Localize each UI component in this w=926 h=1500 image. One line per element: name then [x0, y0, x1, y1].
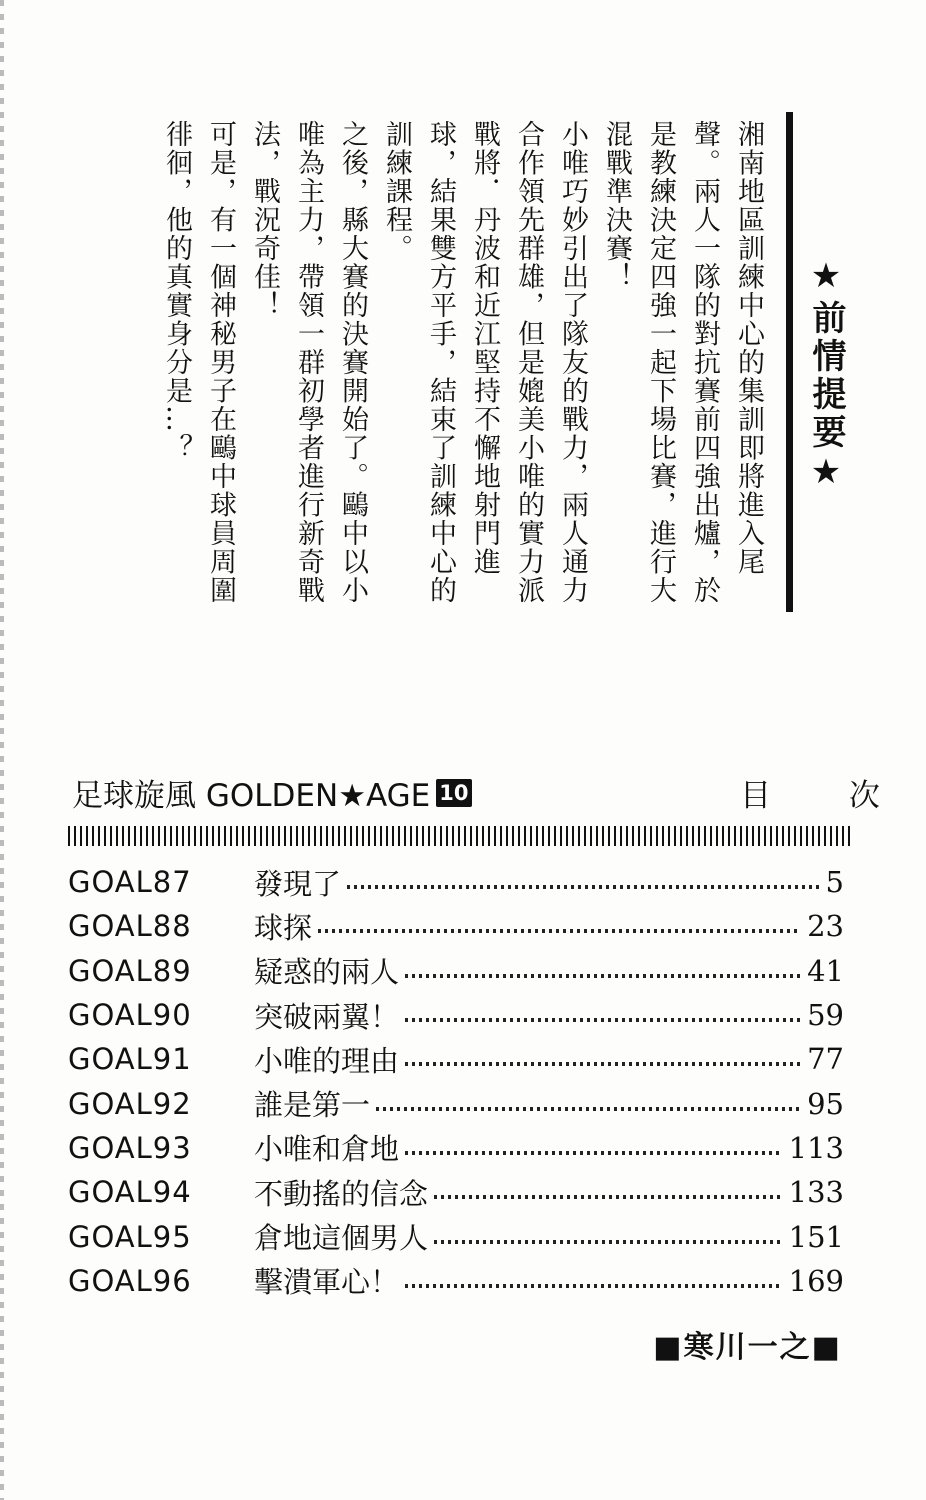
toc-chapter-title: 倉地這個男人: [254, 1221, 429, 1256]
toc-entry[interactable]: [68, 949, 844, 993]
toc-goal-number: GOAL93: [68, 1130, 192, 1165]
toc-chapter-title: 發現了: [254, 866, 342, 901]
volume-badge: 10: [436, 779, 471, 807]
toc-chapter-title: 擊潰軍心！: [254, 1265, 400, 1300]
toc-page-number: 169: [788, 1263, 844, 1298]
toc-list: [68, 860, 844, 1303]
toc-entry[interactable]: [68, 1259, 844, 1303]
synopsis-paragraph: 湘南地區訓練中心的集訓即將進入尾聲。兩人一隊的對抗賽前四強出爐，於是教練決定四強一起下場比賽，進行大混戰準決賽！: [601, 120, 764, 605]
toc-entry[interactable]: [68, 860, 844, 904]
toc-goal-number: GOAL89: [68, 953, 192, 988]
toc-entry[interactable]: [68, 1214, 844, 1258]
toc-dot-leader: [405, 974, 801, 978]
toc-goal-number: GOAL95: [68, 1219, 192, 1254]
toc-entry[interactable]: [68, 1126, 844, 1170]
toc-chapter-title: 小唯的理由: [254, 1043, 400, 1078]
toc-entry[interactable]: [68, 1081, 844, 1125]
toc-dot-leader: [434, 1240, 783, 1244]
toc-dot-leader: [318, 929, 801, 933]
toc-page-number: 41: [807, 953, 844, 988]
toc-entry[interactable]: [68, 1037, 844, 1081]
toc-entry[interactable]: [68, 993, 844, 1037]
synopsis-paragraph: 可是，有一個神秘男子在鷗中球員周圍徘徊，他的真實身分是…？: [161, 120, 236, 605]
toc-page-number: 113: [788, 1130, 844, 1165]
toc-chapter-title: 小唯和倉地: [254, 1132, 400, 1167]
author-credit: ■寒川一之■: [653, 1330, 842, 1365]
toc-page-number: 151: [788, 1219, 844, 1254]
page-edge-marks: [0, 0, 4, 1500]
book-title: [72, 770, 472, 815]
toc-goal-number: GOAL92: [68, 1086, 192, 1121]
toc-entry[interactable]: [68, 1170, 844, 1214]
toc-goal-number: GOAL87: [68, 865, 192, 900]
toc-goal-number: GOAL96: [68, 1263, 192, 1298]
toc-dot-leader: [376, 1107, 801, 1111]
toc-chapter-title: 球探: [254, 910, 313, 945]
toc-page-number: 95: [807, 1086, 844, 1121]
toc-dot-leader: [434, 1195, 783, 1199]
toc-goal-number: GOAL88: [68, 909, 192, 944]
toc-page-number: 23: [807, 909, 844, 944]
toc-page-number: 77: [807, 1042, 844, 1077]
toc-entry[interactable]: [68, 904, 844, 948]
toc-heading: 目 次: [740, 778, 914, 814]
synopsis-paragraph: 之後，縣大賽的決賽開始了。鷗中以小唯為主力，帶領一群初學者進行新奇戰法，戰況奇佳！: [249, 120, 368, 605]
toc-page-number: 5: [825, 865, 844, 900]
toc-dot-leader: [405, 1151, 783, 1155]
toc-page-number: 59: [807, 998, 844, 1033]
toc-goal-number: GOAL90: [68, 998, 192, 1033]
book-title-text: 足球旋風 GOLDEN★AGE: [72, 778, 431, 814]
synopsis-divider: [786, 112, 793, 612]
toc-chapter-title: 不動搖的信念: [254, 1176, 429, 1211]
toc-chapter-title: 誰是第一: [254, 1088, 371, 1123]
synopsis-paragraph: 小唯巧妙引出了隊友的戰力，兩人通力合作領先群雄，但是媲美小唯的實力派戰將．丹波和近江堅持不懈地射門進球，結果雙方平手，結束了訓練中心的訓練課程。: [381, 120, 588, 605]
toc-page-number: 133: [788, 1175, 844, 1210]
toc-dot-leader: [405, 1284, 783, 1288]
toc-dot-leader: [347, 885, 820, 889]
toc-goal-number: GOAL94: [68, 1175, 192, 1210]
tick-divider: [68, 826, 850, 846]
toc-dot-leader: [405, 1018, 801, 1022]
toc-chapter-title: 疑惑的兩人: [254, 955, 400, 990]
toc-chapter-title: 突破兩翼！: [254, 999, 400, 1034]
synopsis-heading: ★前情提要★: [806, 256, 846, 496]
toc-dot-leader: [405, 1062, 801, 1066]
toc-goal-number: GOAL91: [68, 1042, 192, 1077]
synopsis-body: [130, 120, 770, 620]
